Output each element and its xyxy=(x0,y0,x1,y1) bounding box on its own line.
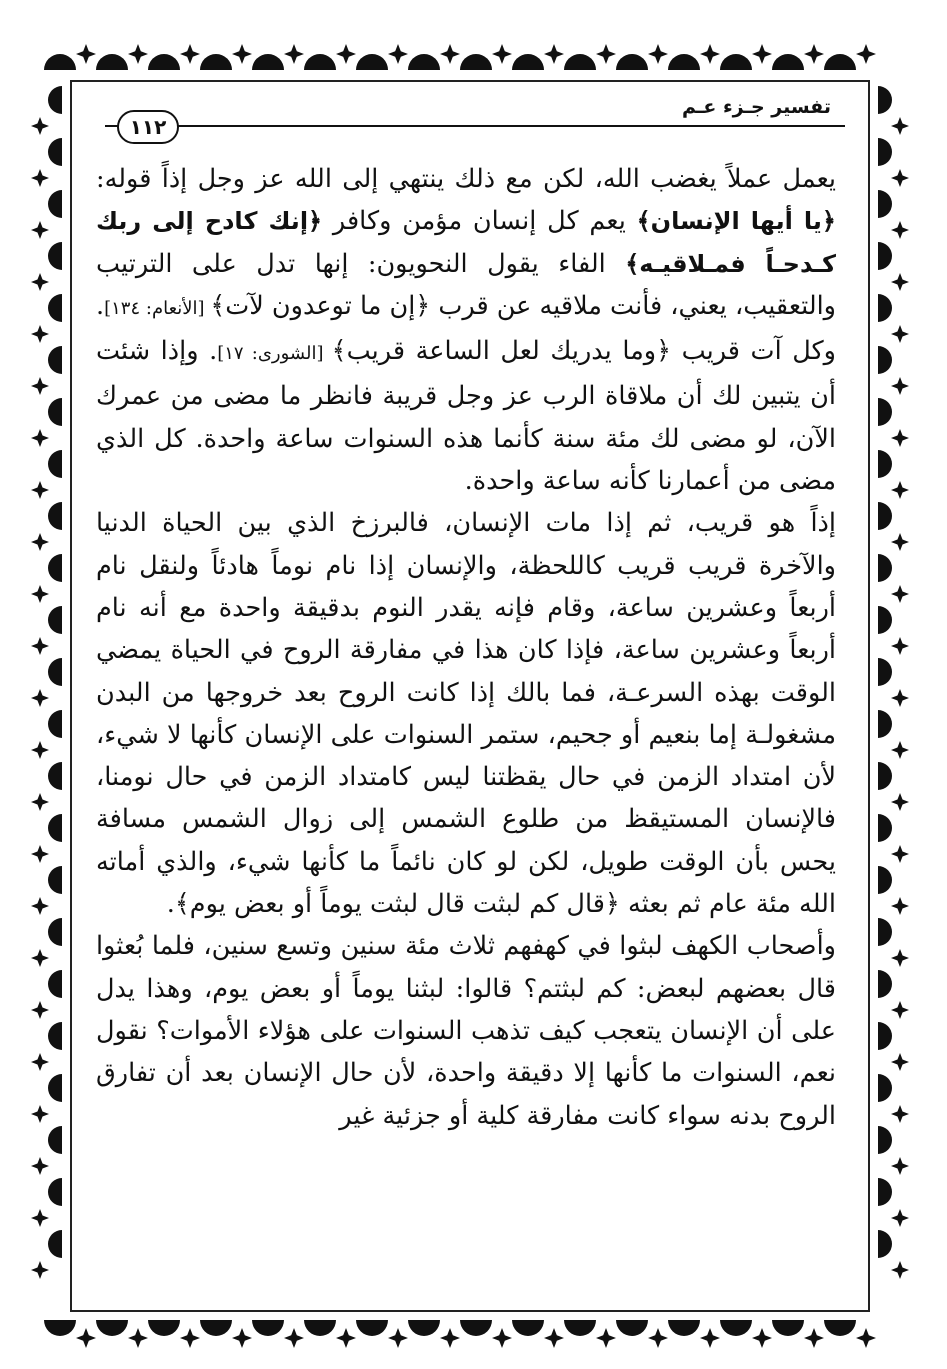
border-star-ornament xyxy=(648,1328,668,1348)
border-star-ornament xyxy=(752,44,772,64)
border-dome-ornament xyxy=(878,658,892,686)
border-dome-ornament xyxy=(668,54,700,70)
border-dome-ornament xyxy=(48,1074,62,1102)
border-dome-ornament xyxy=(48,1230,62,1258)
border-dome-ornament xyxy=(878,762,892,790)
border-dome-ornament xyxy=(772,1320,804,1336)
border-star-ornament xyxy=(891,377,909,395)
border-dome-ornament xyxy=(878,190,892,218)
border-star-ornament xyxy=(31,949,49,967)
border-star-ornament xyxy=(891,273,909,291)
text-span: وأصحاب الكهف لبثوا في كهفهم ثلاث مئة سنين وتسع سنين، فلما بُعثوا قال بعضهم لبعض: كم لبثتم؟ قالوا: لبثنا يوماً أو بعض يوم، وهذا يدل على أن الإنسان يتعجب كيف تذهب السنوات على هؤلاء الأموات؟ نقول نعم، السنوات ما كأنها إلا دقيقة واحدة، لأن حال الإنسان بعد أن تفارق الروح بدنه سواء كانت مفارقة كلية أو جزئية غير xyxy=(96,931,836,1131)
border-star-ornament xyxy=(891,793,909,811)
border-star-ornament xyxy=(891,325,909,343)
border-dome-ornament xyxy=(878,606,892,634)
border-dome-ornament xyxy=(668,1320,700,1336)
border-star-ornament xyxy=(76,1328,96,1348)
border-dome-ornament xyxy=(48,866,62,894)
border-star-ornament xyxy=(128,44,148,64)
border-dome-ornament xyxy=(48,710,62,738)
border-dome-ornament xyxy=(48,190,62,218)
border-dome-ornament xyxy=(356,54,388,70)
quran-quote: ﴿وما يدريك لعل الساعة قريب﴾ xyxy=(331,336,672,367)
border-dome-ornament xyxy=(48,1126,62,1154)
border-star-ornament xyxy=(31,377,49,395)
border-star-ornament xyxy=(891,221,909,239)
border-star-ornament xyxy=(31,325,49,343)
border-dome-ornament xyxy=(878,866,892,894)
paragraph-2 xyxy=(96,502,836,925)
border-star-ornament xyxy=(31,533,49,551)
border-dome-ornament xyxy=(878,242,892,270)
border-star-ornament xyxy=(440,44,460,64)
border-dome-ornament xyxy=(878,398,892,426)
border-dome-ornament xyxy=(96,1320,128,1336)
border-dome-ornament xyxy=(148,1320,180,1336)
border-dome-ornament xyxy=(304,1320,336,1336)
border-dome-ornament xyxy=(564,54,596,70)
border-star-ornament xyxy=(700,1328,720,1348)
border-star-ornament xyxy=(891,533,909,551)
border-star-ornament xyxy=(31,429,49,447)
border-star-ornament xyxy=(232,44,252,64)
border-dome-ornament xyxy=(48,658,62,686)
border-dome-ornament xyxy=(252,1320,284,1336)
border-star-ornament xyxy=(31,169,49,187)
border-dome-ornament xyxy=(720,1320,752,1336)
border-star-ornament xyxy=(31,1001,49,1019)
border-star-ornament xyxy=(544,44,564,64)
text-span: يعم كل إنسان مؤمن وكافر xyxy=(322,206,637,237)
border-dome-ornament xyxy=(48,1178,62,1206)
border-dome-ornament xyxy=(878,1178,892,1206)
border-dome-ornament xyxy=(824,1320,856,1336)
paragraph-1 xyxy=(96,158,836,502)
border-star-ornament xyxy=(596,44,616,64)
quran-quote: ﴿يا أيها الإنسان﴾ xyxy=(636,207,836,236)
border-dome-ornament xyxy=(564,1320,596,1336)
border-star-ornament xyxy=(891,689,909,707)
border-star-ornament xyxy=(891,637,909,655)
border-dome-ornament xyxy=(48,502,62,530)
text-span: . وإذا شئت أن يتبين لك أن ملاقاة الرب عز وجل قريبة فانظر ما مضى من عمرك الآن، لو مضى لك مئة سنة كأنما هذه السنوات ساعة واحدة. كل الذي مضى من أعمارنا كأنه ساعة واحدة. xyxy=(96,336,836,497)
border-dome-ornament xyxy=(356,1320,388,1336)
border-dome-ornament xyxy=(48,918,62,946)
border-star-ornament xyxy=(891,585,909,603)
border-dome-ornament xyxy=(878,1126,892,1154)
running-header xyxy=(105,96,845,148)
border-dome-ornament xyxy=(878,918,892,946)
border-dome-ornament xyxy=(48,138,62,166)
border-dome-ornament xyxy=(48,814,62,842)
border-star-ornament xyxy=(891,481,909,499)
border-dome-ornament xyxy=(460,1320,492,1336)
border-star-ornament xyxy=(492,1328,512,1348)
border-star-ornament xyxy=(128,1328,148,1348)
border-dome-ornament xyxy=(878,1022,892,1050)
border-dome-ornament xyxy=(200,1320,232,1336)
border-star-ornament xyxy=(31,1157,49,1175)
border-star-ornament xyxy=(891,1261,909,1279)
border-star-ornament xyxy=(891,1053,909,1071)
border-dome-ornament xyxy=(772,54,804,70)
border-star-ornament xyxy=(336,44,356,64)
border-star-ornament xyxy=(31,1105,49,1123)
border-dome-ornament xyxy=(252,54,284,70)
border-star-ornament xyxy=(752,1328,772,1348)
border-star-ornament xyxy=(31,845,49,863)
header-rule xyxy=(105,125,845,127)
verse-reference: [الشورى: ١٧] xyxy=(217,343,332,365)
border-dome-ornament xyxy=(512,1320,544,1336)
text-span: . xyxy=(166,889,175,920)
border-dome-ornament xyxy=(48,1022,62,1050)
border-star-ornament xyxy=(284,44,304,64)
border-dome-ornament xyxy=(878,710,892,738)
border-star-ornament xyxy=(891,169,909,187)
border-star-ornament xyxy=(700,44,720,64)
border-star-ornament xyxy=(544,1328,564,1348)
border-dome-ornament xyxy=(616,1320,648,1336)
page-number: ١١٢ xyxy=(117,110,179,144)
border-star-ornament xyxy=(891,949,909,967)
border-dome-ornament xyxy=(48,554,62,582)
border-dome-ornament xyxy=(48,762,62,790)
border-star-ornament xyxy=(891,117,909,135)
border-dome-ornament xyxy=(48,242,62,270)
border-star-ornament xyxy=(856,1328,876,1348)
border-star-ornament xyxy=(891,1105,909,1123)
border-dome-ornament xyxy=(408,54,440,70)
border-dome-ornament xyxy=(878,554,892,582)
border-star-ornament xyxy=(648,44,668,64)
border-dome-ornament xyxy=(720,54,752,70)
border-star-ornament xyxy=(388,44,408,64)
border-star-ornament xyxy=(232,1328,252,1348)
border-dome-ornament xyxy=(44,1320,76,1336)
text-span: يعمل عملاً يغضب الله، لكن مع ذلك ينتهي إلى الله عز وجل إذاً قوله: xyxy=(96,164,836,194)
border-star-ornament xyxy=(31,689,49,707)
border-dome-ornament xyxy=(48,450,62,478)
border-star-ornament xyxy=(31,481,49,499)
border-star-ornament xyxy=(891,429,909,447)
border-star-ornament xyxy=(891,845,909,863)
border-dome-ornament xyxy=(460,54,492,70)
border-star-ornament xyxy=(492,44,512,64)
border-dome-ornament xyxy=(878,1074,892,1102)
border-dome-ornament xyxy=(878,346,892,374)
border-dome-ornament xyxy=(512,54,544,70)
border-dome-ornament xyxy=(96,54,128,70)
border-star-ornament xyxy=(31,1053,49,1071)
border-star-ornament xyxy=(891,1001,909,1019)
border-star-ornament xyxy=(891,897,909,915)
border-dome-ornament xyxy=(48,346,62,374)
border-dome-ornament xyxy=(408,1320,440,1336)
border-star-ornament xyxy=(180,1328,200,1348)
main-text xyxy=(96,158,836,1137)
border-star-ornament xyxy=(31,793,49,811)
border-dome-ornament xyxy=(48,970,62,998)
text-span: إذاً هو قريب، ثم إذا مات الإنسان، فالبرزخ الذي بين الحياة الدنيا والآخرة قريب قريب كاللحظة، والإنسان إذا نام نوماً هادئاً ولنقل نام أربعاً وعشرين ساعة، وقام فإنه يقدر النوم بدقيقة واحدة مع أنه نام أربعاً وعشرين ساعة، فإذا كان هذا في مفارقة الروح في الحياة يمضي الوقت بهذه السرعـة، فما بالك إذا كانت الروح بعد خروجها من البدن مشغولـة إما بنعيم أو جحيم، ستمر السنوات على الإنسان كأنها لا شيء، لأن امتداد الزمن في حال يقظتنا ليس كامتداد الزمن في حال نومنا، فالإنسان المستيقظ من طلوع الشمس إلى زوال الشمس مسافة يحس بأن الوقت طويل، لكن لو كان نائماً ما كأنها شيء، والذي أماته الله مئة عام ثم بعثه xyxy=(96,508,836,920)
border-star-ornament xyxy=(31,897,49,915)
border-star-ornament xyxy=(804,44,824,64)
quran-quote: ﴿إن ما توعدون لآت﴾ xyxy=(210,290,431,321)
border-star-ornament xyxy=(31,1209,49,1227)
header-title: تفسير جـزء عـم xyxy=(681,96,831,118)
border-star-ornament xyxy=(891,741,909,759)
border-dome-ornament xyxy=(878,86,892,114)
border-star-ornament xyxy=(31,1261,49,1279)
border-star-ornament xyxy=(284,1328,304,1348)
quran-quote: ﴿إنك كادح إلى ربك كـدحـاً فمـلاقيـه﴾ xyxy=(96,207,836,278)
quran-quote: ﴿قال كم لبثت قال لبثت يوماً أو بعض يوم﴾ xyxy=(174,889,620,920)
border-star-ornament xyxy=(31,117,49,135)
border-star-ornament xyxy=(804,1328,824,1348)
paragraph-3 xyxy=(96,925,836,1136)
text-span: الفاء يقول النحويون: إنها تدل على الترتيب والتعقيب، يعني، فأنت ملاقيه عن قرب xyxy=(96,248,837,321)
border-dome-ornament xyxy=(878,1230,892,1258)
border-dome-ornament xyxy=(48,606,62,634)
border-dome-ornament xyxy=(878,294,892,322)
border-star-ornament xyxy=(76,44,96,64)
border-star-ornament xyxy=(336,1328,356,1348)
border-dome-ornament xyxy=(44,54,76,70)
border-star-ornament xyxy=(31,741,49,759)
border-star-ornament xyxy=(891,1209,909,1227)
border-star-ornament xyxy=(31,637,49,655)
border-dome-ornament xyxy=(878,138,892,166)
border-star-ornament xyxy=(891,1157,909,1175)
border-dome-ornament xyxy=(200,54,232,70)
border-star-ornament xyxy=(596,1328,616,1348)
border-dome-ornament xyxy=(304,54,336,70)
border-dome-ornament xyxy=(878,970,892,998)
border-star-ornament xyxy=(440,1328,460,1348)
border-star-ornament xyxy=(856,44,876,64)
border-star-ornament xyxy=(180,44,200,64)
border-dome-ornament xyxy=(824,54,856,70)
border-star-ornament xyxy=(388,1328,408,1348)
border-dome-ornament xyxy=(878,502,892,530)
verse-reference: [الأنعام: ١٣٤] xyxy=(104,297,211,319)
border-dome-ornament xyxy=(48,398,62,426)
border-star-ornament xyxy=(31,221,49,239)
border-dome-ornament xyxy=(878,450,892,478)
text-span: . وكل آت قريب xyxy=(96,290,836,367)
border-dome-ornament xyxy=(616,54,648,70)
border-dome-ornament xyxy=(48,294,62,322)
border-dome-ornament xyxy=(148,54,180,70)
border-star-ornament xyxy=(31,585,49,603)
border-star-ornament xyxy=(31,273,49,291)
border-dome-ornament xyxy=(48,86,62,114)
border-dome-ornament xyxy=(878,814,892,842)
